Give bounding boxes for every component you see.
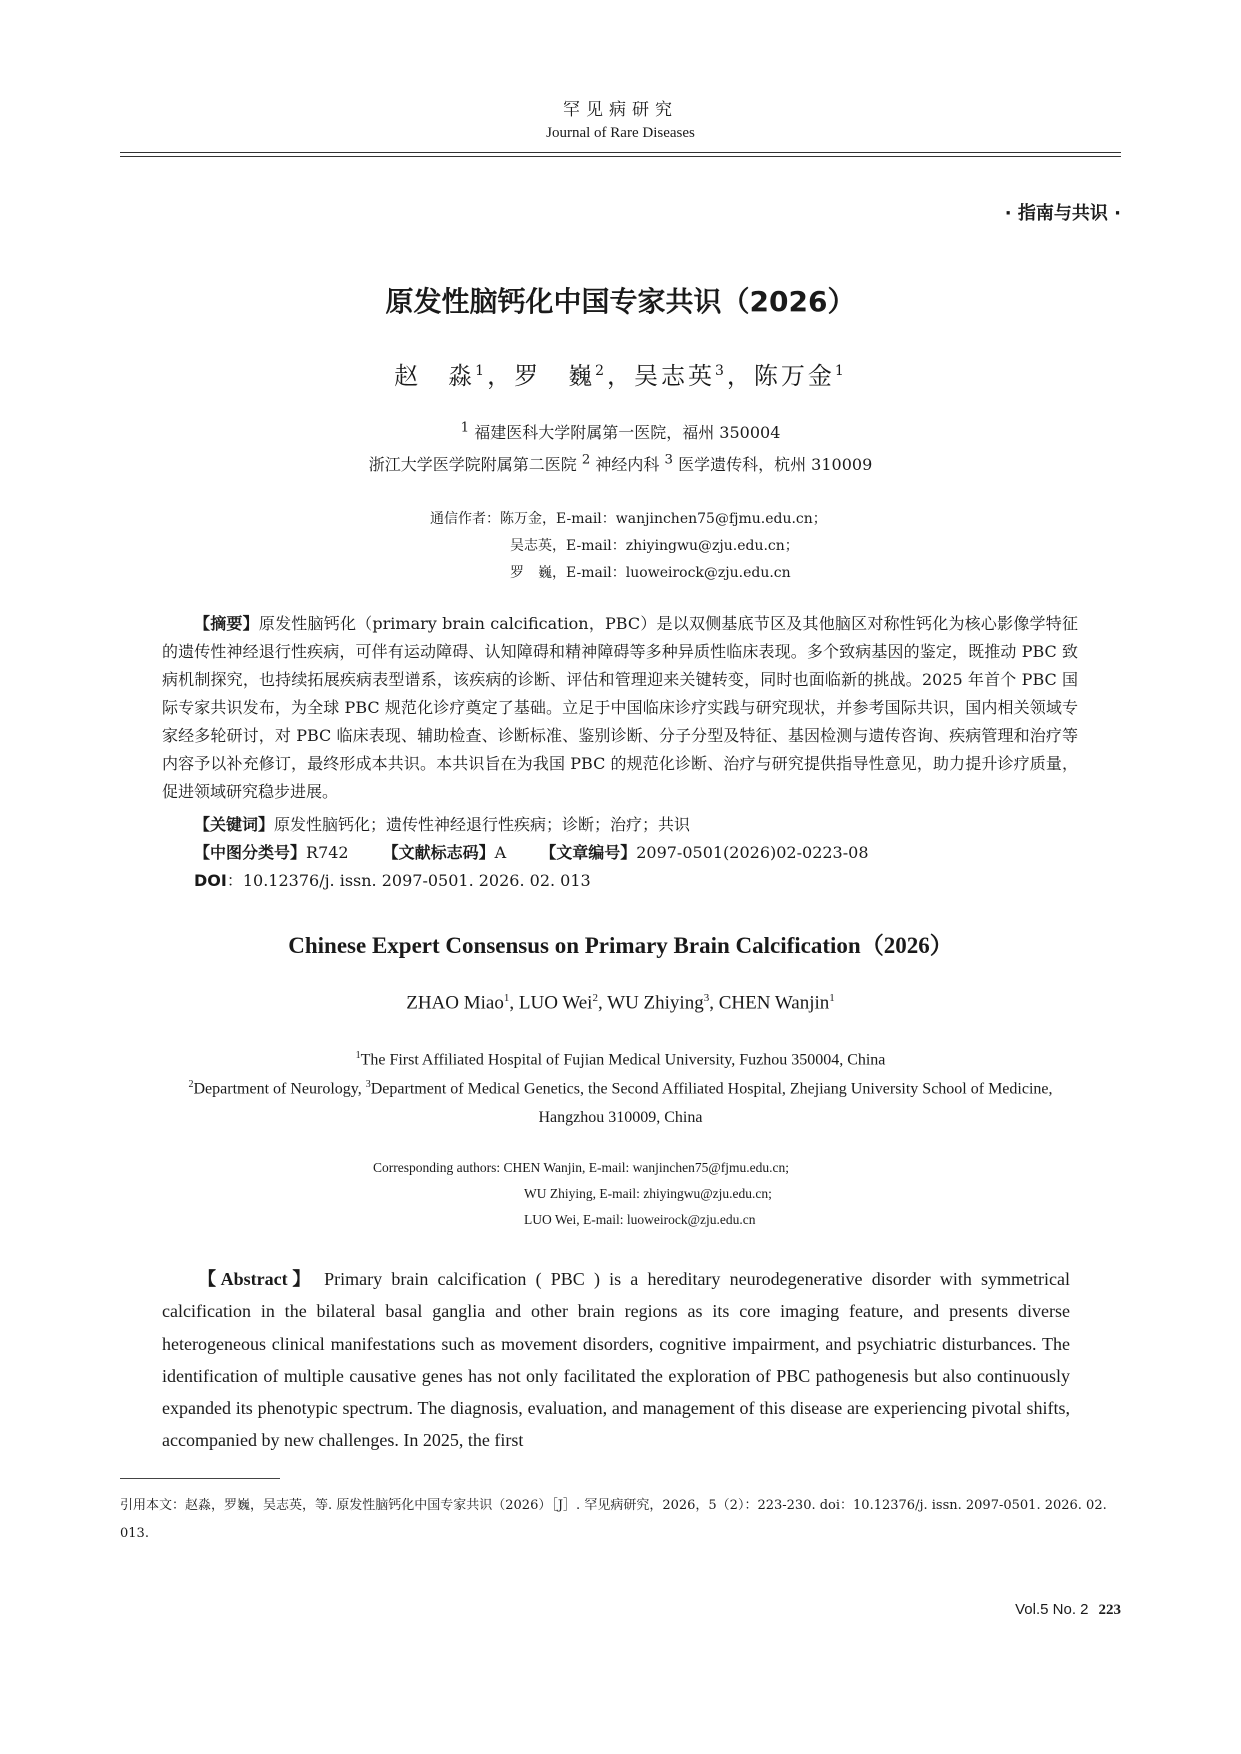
section-label: · 指南与共识 ·	[1004, 203, 1121, 224]
affiliation-text: 神经内科	[595, 455, 660, 474]
author-list-en: ZHAO Miao$^1$, LUO Wei$^2$, WU Zhiying$^3$, CHEN Wanjin$^1$	[406, 992, 835, 1014]
affiliation-cn-line	[0, 420, 1241, 443]
doi-line	[194, 868, 591, 891]
affiliation-text: 福建医科大学附属第一医院，福州 350004	[474, 423, 781, 442]
author-en: LUO Wei	[518, 992, 593, 1014]
author-en: WU Zhiying	[607, 992, 704, 1014]
classification-row	[194, 840, 869, 863]
author-affiliation-mark: 2	[592, 992, 598, 1004]
abstract-en	[162, 1263, 1070, 1457]
affiliation-mark: 3	[664, 452, 673, 468]
abstract-cn	[162, 610, 1078, 806]
doi-label: DOI	[194, 871, 227, 890]
author-en: ZHAO Miao	[406, 992, 504, 1014]
affiliation-text: 浙江大学医学院附属第二医院	[368, 455, 577, 474]
author-affiliation-mark: 3	[703, 992, 710, 1004]
journal-title-cn: 罕见病研究	[563, 100, 678, 120]
abstract-cn-text: 原发性脑钙化（primary brain calcification，PBC）是以双侧基底节区及其他脑区对称性钙化为核心影像学特征的遗传性神经退行性疾病，可伴有运动障碍、认知障碍和精神障碍等多种异质性临床表现。多个致病基因的鉴定，既推动 PBC 致病机制探究，也持续拓展疾病表型谱系，该疾病的诊断、评估和管理迎来关键转变，同时也面临新的挑战。2025 年首个 PBC 国际专家共识发布，为全球 PBC 规范化诊疗奠定了基础。立足于中国临床诊疗实践与研究现状，并参考国际共识，国内相关领域专家经多轮研讨，对 PBC 临床表现、辅助检查、诊断标准、鉴别诊断、分子分型及特征、基因检测与遗传咨询、疾病管理和治疗等内容予以补充修订，最终形成本共识。本共识旨在为我国 PBC 的规范化诊断、治疗与研究提供指导性意见，助力提升诊疗质量，促进领域研究稳步进展。	[162, 614, 1078, 801]
citation-footnote: 引用本文：赵淼，罗巍，吴志英，等. 原发性脑钙化中国专家共识（2026）［J］. 罕见病研究，2026，5（2）：223-230. doi：10.12376/j. issn. 2097-0501. 2026. 02. 013.	[120, 1498, 1107, 1541]
abstract-en-text: Primary brain calcification ( PBC ) is a hereditary neurodegenerative disorder with symmetrical calcification in the bilateral basal ganglia and other brain regions as its core imaging feature, and presents diverse heterogeneous clinical manifestations such as movement disorders, cognitive impairment, and psychiatric disturbances. The identification of multiple causative genes has not only facilitated the exploration of PBC pathogenesis but also continuously expanded its phenotypic spectrum. The diagnosis, evaluation, and management of this disease are experiencing pivotal shifts, accompanied by new challenges. In 2025, the first	[162, 1269, 1070, 1451]
article-title-en: Chinese Expert Consensus on Primary Brain Calcification（2026）	[288, 933, 953, 958]
affiliation-mark: 2	[581, 452, 591, 468]
affiliation-text: Department of Medical Genetics, the Second Affiliated Hospital, Zhejiang University School of Medicine,	[370, 1080, 1053, 1098]
corresponding-author-en: LUO Wei, E-mail: luoweirock@zju.edu.cn	[524, 1212, 756, 1227]
volume-issue: Vol.5 No. 2	[1015, 1601, 1089, 1618]
doi-value: ：10.12376/j. issn. 2097-0501. 2026. 02. 013	[226, 871, 591, 890]
affiliation-mark: 3	[365, 1079, 371, 1090]
clc-label: 【中图分类号】	[194, 843, 307, 862]
affiliation-cn-line	[0, 452, 1241, 475]
author-affiliation-mark: 1	[503, 992, 510, 1004]
author-cn: 吴志英	[634, 362, 715, 390]
affiliation-mark: 2	[188, 1079, 194, 1090]
keywords-text: 原发性脑钙化；遗传性神经退行性疾病；诊断；治疗；共识	[274, 815, 691, 834]
abstract-en-label: 【Abstract】	[198, 1269, 315, 1289]
article-title-cn: 原发性脑钙化中国专家共识（2026）	[385, 285, 856, 318]
page-number: 223	[1098, 1602, 1121, 1618]
page-footer	[1015, 1601, 1121, 1619]
author-en: CHEN Wanjin	[718, 992, 830, 1014]
author-cn: 罗 巍	[514, 362, 596, 390]
keywords-label: 【关键词】	[194, 815, 275, 834]
author-list-cn: 赵 淼$^1$，罗 巍$^2$，吴志英$^3$，陈万金$^1$	[394, 362, 847, 390]
journal-title-en: Journal of Rare Diseases	[546, 125, 695, 141]
affiliation-en-line	[0, 1079, 1241, 1098]
doc-code-label: 【文献标志码】	[382, 843, 495, 862]
affiliation-text: 医学遗传科，杭州 310009	[678, 455, 873, 474]
abstract-cn-label: 【摘要】	[194, 614, 259, 633]
author-affiliation-mark: 1	[834, 363, 847, 379]
author-cn: 陈万金	[753, 362, 835, 390]
footnote-rule	[120, 1478, 280, 1479]
keywords-cn	[194, 812, 690, 835]
article-number-label: 【文章编号】	[540, 843, 637, 862]
affiliation-text: Department of Neurology,	[193, 1080, 366, 1098]
corresponding-author-en: WU Zhiying, E-mail: zhiyingwu@zju.edu.cn;	[524, 1186, 772, 1201]
corresponding-author-cn: 通信作者：陈万金，E-mail：wanjinchen75@fjmu.edu.cn；	[430, 511, 827, 527]
affiliation-text: The First Affiliated Hospital of Fujian Medical University, Fuzhou 350004, China	[360, 1051, 886, 1069]
doc-code-value: A	[494, 843, 507, 862]
affiliation-mark: 1	[355, 1050, 361, 1061]
author-affiliation-mark: 3	[715, 363, 727, 379]
author-affiliation-mark: 1	[475, 363, 488, 379]
affiliation-en-line: Hangzhou 310009, China	[538, 1109, 703, 1126]
corresponding-author-cn: 吴志英，E-mail：zhiyingwu@zju.edu.cn；	[510, 538, 799, 554]
author-affiliation-mark: 1	[829, 992, 835, 1004]
affiliation-en-line	[0, 1050, 1241, 1069]
corresponding-author-en: Corresponding authors: CHEN Wanjin, E-mail: wanjinchen75@fjmu.edu.cn;	[373, 1160, 790, 1175]
corresponding-author-cn: 罗 巍，E-mail：luoweirock@zju.edu.cn	[510, 565, 791, 581]
header-rule-top	[120, 152, 1121, 153]
clc-value: R742	[306, 843, 349, 862]
header-rule-bottom	[120, 156, 1121, 157]
article-number-value: 2097-0501(2026)02-0223-08	[636, 843, 869, 862]
author-cn: 赵 淼	[394, 362, 476, 390]
author-affiliation-mark: 2	[595, 363, 607, 379]
affiliation-mark: 1	[460, 420, 470, 436]
